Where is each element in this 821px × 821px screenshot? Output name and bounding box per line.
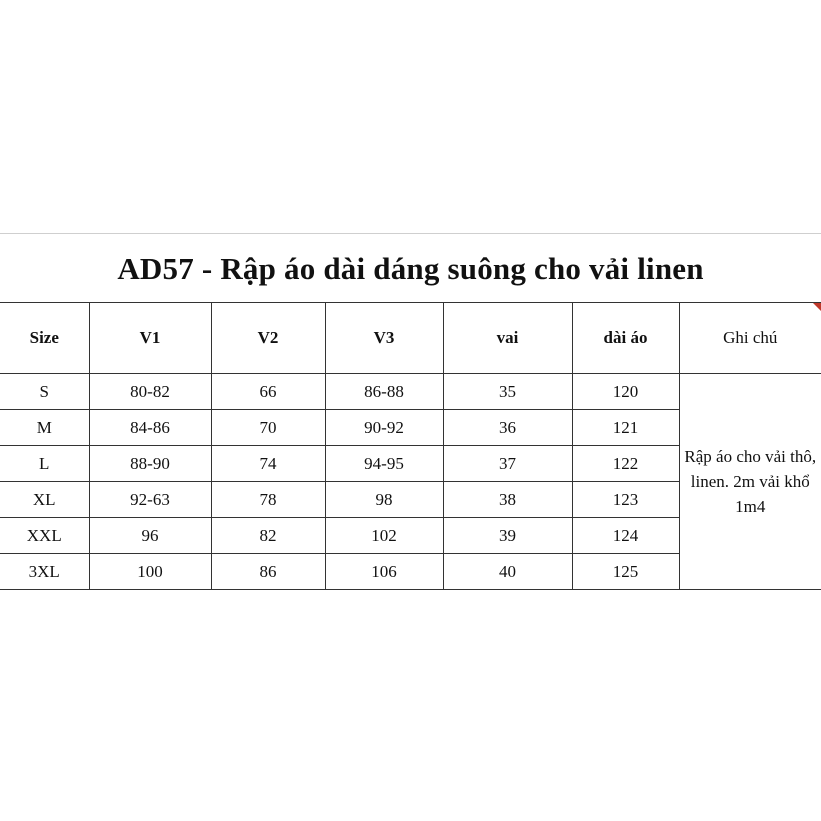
cell-dai-ao: 120 — [572, 374, 679, 410]
cell-v1: 92-63 — [89, 482, 211, 518]
cell-vai: 39 — [443, 518, 572, 554]
table-row — [0, 374, 821, 410]
cell-dai-ao: 124 — [572, 518, 679, 554]
cell-dai-ao: 121 — [572, 410, 679, 446]
header-dai-ao: dài áo — [572, 303, 679, 374]
header-v3: V3 — [325, 303, 443, 374]
cell-size: XXL — [0, 518, 89, 554]
header-vai: vai — [443, 303, 572, 374]
cell-v3: 94-95 — [325, 446, 443, 482]
cell-dai-ao: 123 — [572, 482, 679, 518]
header-v1: V1 — [89, 303, 211, 374]
cell-v3: 106 — [325, 554, 443, 590]
cell-v2: 82 — [211, 518, 325, 554]
cell-v2: 70 — [211, 410, 325, 446]
cell-dai-ao: 125 — [572, 554, 679, 590]
cell-dai-ao: 122 — [572, 446, 679, 482]
size-chart-sheet — [0, 233, 821, 590]
cell-vai: 38 — [443, 482, 572, 518]
cell-v1: 84-86 — [89, 410, 211, 446]
cell-size: M — [0, 410, 89, 446]
cell-size: S — [0, 374, 89, 410]
cell-v3: 90-92 — [325, 410, 443, 446]
cell-vai: 37 — [443, 446, 572, 482]
cell-vai: 40 — [443, 554, 572, 590]
cell-v1: 80-82 — [89, 374, 211, 410]
cell-v3: 102 — [325, 518, 443, 554]
header-v2: V2 — [211, 303, 325, 374]
cell-v2: 78 — [211, 482, 325, 518]
cell-vai: 35 — [443, 374, 572, 410]
cell-size: 3XL — [0, 554, 89, 590]
cell-size: L — [0, 446, 89, 482]
cell-size: XL — [0, 482, 89, 518]
cell-v1: 100 — [89, 554, 211, 590]
cell-v2: 74 — [211, 446, 325, 482]
cell-v1: 88-90 — [89, 446, 211, 482]
size-table — [0, 302, 821, 590]
cell-vai: 36 — [443, 410, 572, 446]
header-ghi-chu: Ghi chú — [679, 303, 821, 374]
note-cell: Rập áo cho vải thô, linen. 2m vải khổ 1m4 — [679, 374, 821, 590]
cell-v3: 98 — [325, 482, 443, 518]
cell-v1: 96 — [89, 518, 211, 554]
header-row — [0, 303, 821, 374]
chart-title: AD57 - Rập áo dài dáng suông cho vải linen — [117, 251, 704, 286]
header-size: Size — [0, 303, 89, 374]
cell-v2: 86 — [211, 554, 325, 590]
cell-v3: 86-88 — [325, 374, 443, 410]
cell-v2: 66 — [211, 374, 325, 410]
